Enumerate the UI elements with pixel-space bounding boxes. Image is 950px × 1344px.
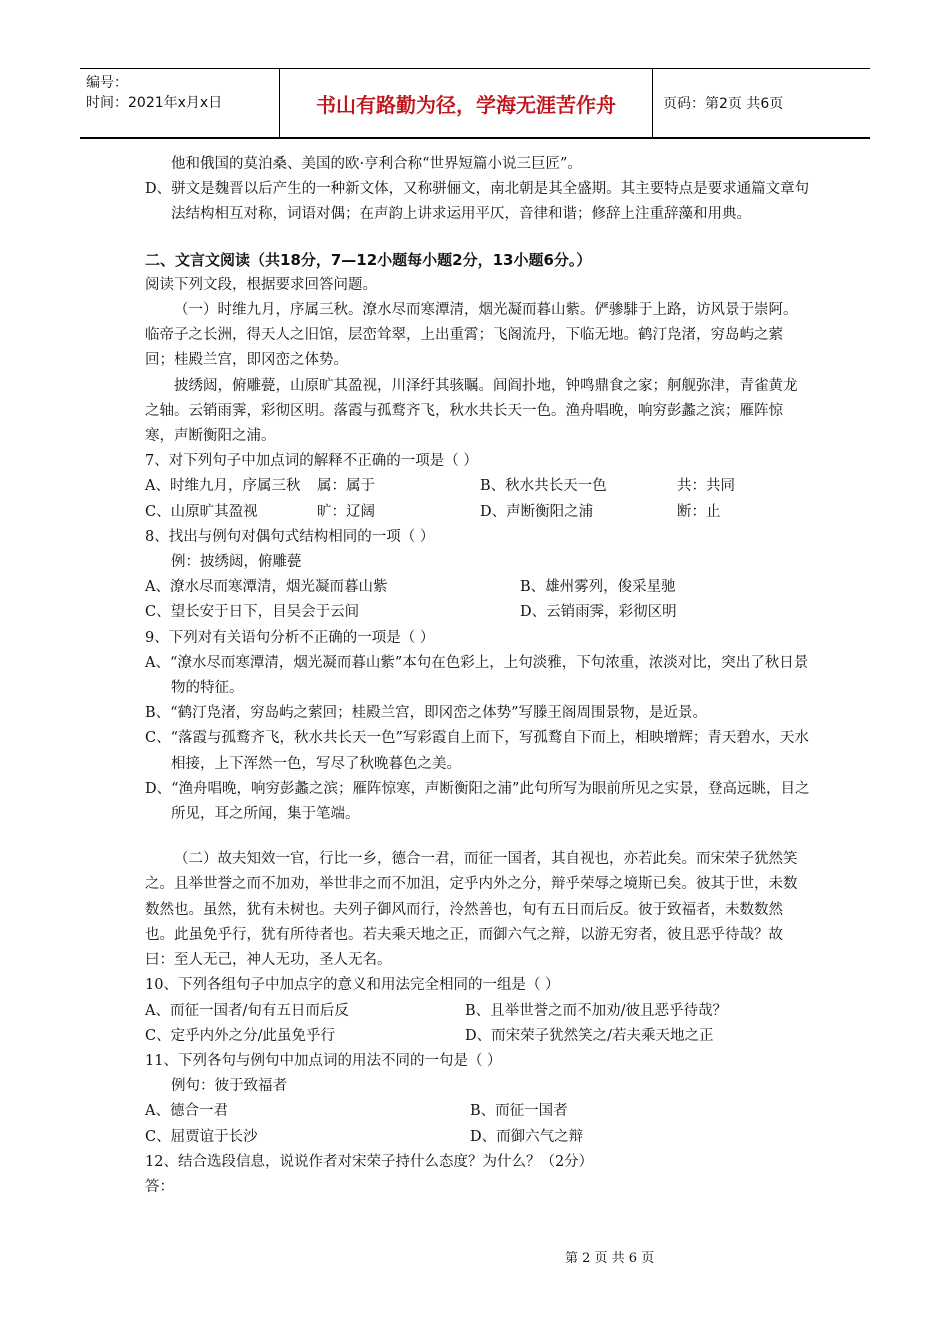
passage-2: （二）故夫知效一官，行比一乡，德合一君，而征一国者，其自视也，亦若此矣。而宋荣子犹然笑之。且举世誉之而不加劝，举世非之而不加沮，定乎内外之分，辩乎荣辱之境斯已矣。彼其于世，未数数然也。虽然，犹有未树也。夫列子御风而行，泠然善也，旬有五日而后反。彼于致福者，未数数然也。此虽免乎行，犹有所待者也。若夫乘天地之正，而御六气之辩，以游无穷者，彼且恶乎待哉？故曰：至人无己，神人无功，圣人无名。 <box>145 851 798 969</box>
question-10-stem: 10、下列各组句子中加点字的意义和用法完全相同的一组是（ ） <box>145 977 560 994</box>
q10-option-d: D、而宋荣子犹然笑之/若夫乘天地之正 <box>465 1027 714 1044</box>
page-footer: 第 2 页 共 6 页 <box>565 1251 655 1266</box>
question-12-answer-label: 答： <box>145 1178 174 1195</box>
q7-option-c-gloss: 旷：辽阔 <box>317 503 375 520</box>
header-meta <box>80 69 280 137</box>
question-7-row-1 <box>145 474 810 499</box>
passage-1-paragraph-2: 披绣闼，俯雕甍，山原旷其盈视，川泽纡其骇瞩。闾阎扑地，钟鸣鼎食之家；舸舰弥津，青雀黄龙之轴。云销雨霁，彩彻区明。落霞与孤鹜齐飞，秋水共长天一色。渔舟唱晚，响穷彭蠡之滨；雁阵惊寒，声断衡阳之浦。 <box>145 377 798 445</box>
q8-option-b: B、雄州雾列，俊采星驰 <box>520 579 676 596</box>
q9-option-a: A、“潦水尽而寒潭清，烟光凝而暮山紫”本句在色彩上，上句淡雅，下句浓重，浓淡对比，突出了秋日景物的特征。 <box>145 654 809 697</box>
question-10-row-1 <box>145 999 810 1024</box>
q11-option-c: C、屈贾谊于长沙 <box>145 1128 258 1145</box>
option-c-continuation: 他和俄国的莫泊桑、美国的欧·亨利合称“世界短篇小说三巨匠”。 <box>171 156 582 172</box>
q9-option-d: D、“渔舟唱晚，响穷彭蠡之滨；雁阵惊寒，声断衡阳之浦”此句所写为眼前所见之实景，登高远眺，目之所见，耳之所闻，集于笔端。 <box>145 780 810 823</box>
question-11-row-2 <box>145 1125 810 1150</box>
q10-option-a: A、而征一国者/旬有五日而后反 <box>145 1002 349 1019</box>
document-body <box>145 152 810 1200</box>
section-title: 二、文言文阅读（共18分，7—12小题每小题2分，13小题6分。） <box>145 250 592 269</box>
question-8-row-2 <box>145 600 810 625</box>
q10-option-c: C、定乎内外之分/此虽免乎行 <box>145 1027 335 1044</box>
header-page-number: 页码：第2页 共6页 <box>663 96 784 112</box>
section-instruction: 阅读下列文段，根据要求回答问题。 <box>145 276 377 293</box>
question-10-row-2 <box>145 1024 810 1049</box>
q9-option-b: B、“鹤汀凫渚，穷岛屿之萦回；桂殿兰宫，即冈峦之体势”写滕王阁周围景物，是近景。 <box>145 705 707 722</box>
q10-option-b: B、且举世誉之而不加劝/彼且恶乎待哉？ <box>465 1002 728 1019</box>
q7-option-b: B、秋水共长天一色 <box>480 478 607 495</box>
question-8-stem: 8、找出与例句对偶句式结构相同的一项（ ） <box>145 528 435 545</box>
passage-1-paragraph-1: （一）时维九月，序属三秋。潦水尽而寒潭清，烟光凝而暮山紫。俨骖騑于上路，访风景于崇阿。临帝子之长洲，得天人之旧馆，层峦耸翠，上出重霄；飞阁流丹，下临无地。鹤汀凫渚，穷岛屿之萦回；桂殿兰宫，即冈峦之体势。 <box>145 302 798 369</box>
question-7-row-2 <box>145 500 810 525</box>
q11-option-d: D、而御六气之辩 <box>470 1128 584 1145</box>
q7-option-c: C、山原旷其盈视 <box>145 503 258 520</box>
question-7-stem: 7、对下列句子中加点词的解释不正确的一项是（ ） <box>145 453 478 470</box>
q8-option-d: D、云销雨霁，彩彻区明 <box>520 604 677 621</box>
question-11-example: 例句：彼于致福者 <box>171 1078 287 1095</box>
q7-option-a-gloss: 属：属于 <box>317 478 375 495</box>
question-8-row-1 <box>145 575 810 600</box>
q7-option-a: A、时维九月，序属三秋 <box>145 478 301 495</box>
q11-option-a: A、德合一君 <box>145 1103 228 1120</box>
page-header <box>80 68 870 139</box>
header-motto: 书山有路勤为径，学海无涯苦作舟 <box>280 69 653 137</box>
question-11-stem: 11、下列各句与例句中加点词的用法不同的一句是（ ） <box>145 1052 502 1069</box>
q9-option-c: C、“落霞与孤鹜齐飞，秋水共长天一色”写彩霞自上而下，写孤鹜自下而上，相映增辉；青天碧水，天水相接，上下浑然一色，写尽了秋晚暮色之美。 <box>145 730 809 772</box>
q7-option-d-gloss: 断：止 <box>677 503 721 520</box>
question-12-stem: 12、结合选段信息，说说作者对宋荣子持什么态度？为什么？（2分） <box>145 1153 594 1170</box>
q7-option-d: D、声断衡阳之浦 <box>480 503 594 520</box>
q7-option-b-gloss: 共：共同 <box>677 478 735 495</box>
question-11-row-1 <box>145 1099 810 1124</box>
q8-option-a: A、潦水尽而寒潭清，烟光凝而暮山紫 <box>145 579 388 596</box>
header-number: 编号： <box>86 75 128 91</box>
option-d: D、骈文是魏晋以后产生的一种新文体，又称骈俪文，南北朝是其全盛期。其主要特点是要求通篇文章句法结构相互对称，词语对偶；在声韵上讲求运用平仄，音律和谐；修辞上注重辞藻和用典。 <box>145 181 810 223</box>
question-8-example: 例：披绣闼，俯雕甍 <box>171 554 302 571</box>
question-9-stem: 9、下列对有关语句分析不正确的一项是（ ） <box>145 629 435 646</box>
q8-option-c: C、望长安于日下，目吴会于云间 <box>145 604 360 621</box>
header-date: 时间：2021年x月x日 <box>86 95 223 111</box>
q11-option-b: B、而征一国者 <box>470 1103 568 1120</box>
